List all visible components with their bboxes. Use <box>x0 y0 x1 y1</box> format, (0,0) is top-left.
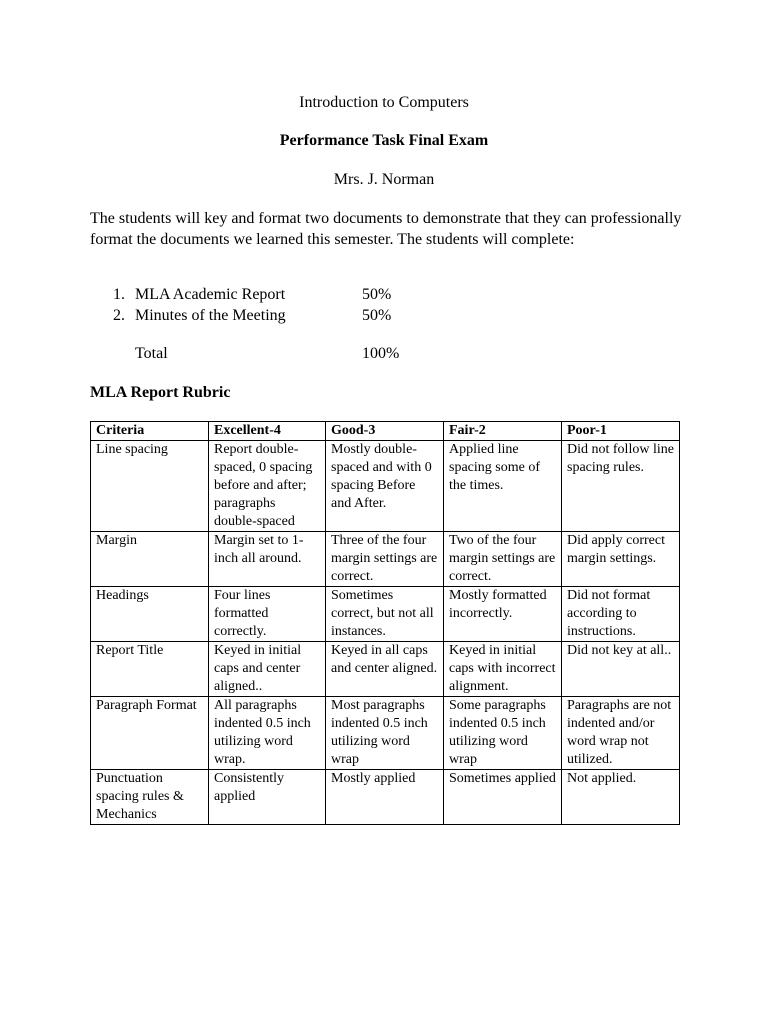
column-header-criteria: Criteria <box>91 422 209 441</box>
table-cell: Margin set to 1-inch all around. <box>209 532 326 587</box>
table-cell: Some paragraphs indented 0.5 inch utilizing word wrap <box>444 697 562 770</box>
table-cell: Did not format according to instructions. <box>562 587 680 642</box>
table-cell: Keyed in all caps and center aligned. <box>326 642 444 697</box>
table-row <box>91 532 680 587</box>
table-cell: Headings <box>91 587 209 642</box>
teacher-name: Mrs. J. Norman <box>333 171 435 188</box>
table-cell: Did not follow line spacing rules. <box>562 441 680 532</box>
table-cell: Applied line spacing some of the times. <box>444 441 562 532</box>
total-label: Total <box>135 345 168 362</box>
course-title: Introduction to Computers <box>299 94 469 111</box>
table-cell: Margin <box>91 532 209 587</box>
table-cell: Keyed in initial caps with incorrect alignment. <box>444 642 562 697</box>
table-cell: Did apply correct margin settings. <box>562 532 680 587</box>
table-cell: Paragraph Format <box>91 697 209 770</box>
table-row <box>91 441 680 532</box>
assignment-number: 2. <box>113 307 125 324</box>
assignment-label: MLA Academic Report <box>135 286 286 303</box>
rubric-heading: MLA Report Rubric <box>90 384 231 401</box>
table-cell: All paragraphs indented 0.5 inch utilizing word wrap. <box>209 697 326 770</box>
table-row <box>91 642 680 697</box>
table-cell: Two of the four margin settings are correct. <box>444 532 562 587</box>
table-cell: Mostly applied <box>326 770 444 825</box>
assignment-percent: 50% <box>362 286 392 303</box>
table-cell: Mostly double-spaced and with 0 spacing Before and After. <box>326 441 444 532</box>
table-cell: Punctuation spacing rules & Mechanics <box>91 770 209 825</box>
column-header-excellent: Excellent-4 <box>209 422 326 441</box>
column-header-fair: Fair-2 <box>444 422 562 441</box>
table-cell: Report double-spaced, 0 spacing before and after; paragraphs double-spaced <box>209 441 326 532</box>
table-cell: Consistently applied <box>209 770 326 825</box>
table-cell: Did not key at all.. <box>562 642 680 697</box>
rubric-table <box>90 421 680 825</box>
table-cell: Sometimes correct, but not all instances. <box>326 587 444 642</box>
table-cell: Keyed in initial caps and center aligned.. <box>209 642 326 697</box>
table-cell: Not applied. <box>562 770 680 825</box>
table-cell: Most paragraphs indented 0.5 inch utilizing word wrap <box>326 697 444 770</box>
table-cell: Three of the four margin settings are correct. <box>326 532 444 587</box>
column-header-poor: Poor-1 <box>562 422 680 441</box>
table-cell: Paragraphs are not indented and/or word wrap not utilized. <box>562 697 680 770</box>
table-row <box>91 587 680 642</box>
column-header-good: Good-3 <box>326 422 444 441</box>
assignment-percent: 50% <box>362 307 392 324</box>
total-percent: 100% <box>362 345 400 362</box>
table-cell: Line spacing <box>91 441 209 532</box>
table-row <box>91 697 680 770</box>
table-cell: Four lines formatted correctly. <box>209 587 326 642</box>
intro-paragraph: The students will key and format two documents to demonstrate that they can professionally format the documents we learned this semester. The students will complete: <box>90 210 682 248</box>
table-cell: Mostly formatted incorrectly. <box>444 587 562 642</box>
exam-title: Performance Task Final Exam <box>279 132 489 149</box>
table-row <box>91 770 680 825</box>
table-cell: Sometimes applied <box>444 770 562 825</box>
assignment-number: 1. <box>113 286 125 303</box>
rubric-header-row <box>91 422 680 441</box>
assignment-label: Minutes of the Meeting <box>135 307 286 324</box>
table-cell: Report Title <box>91 642 209 697</box>
